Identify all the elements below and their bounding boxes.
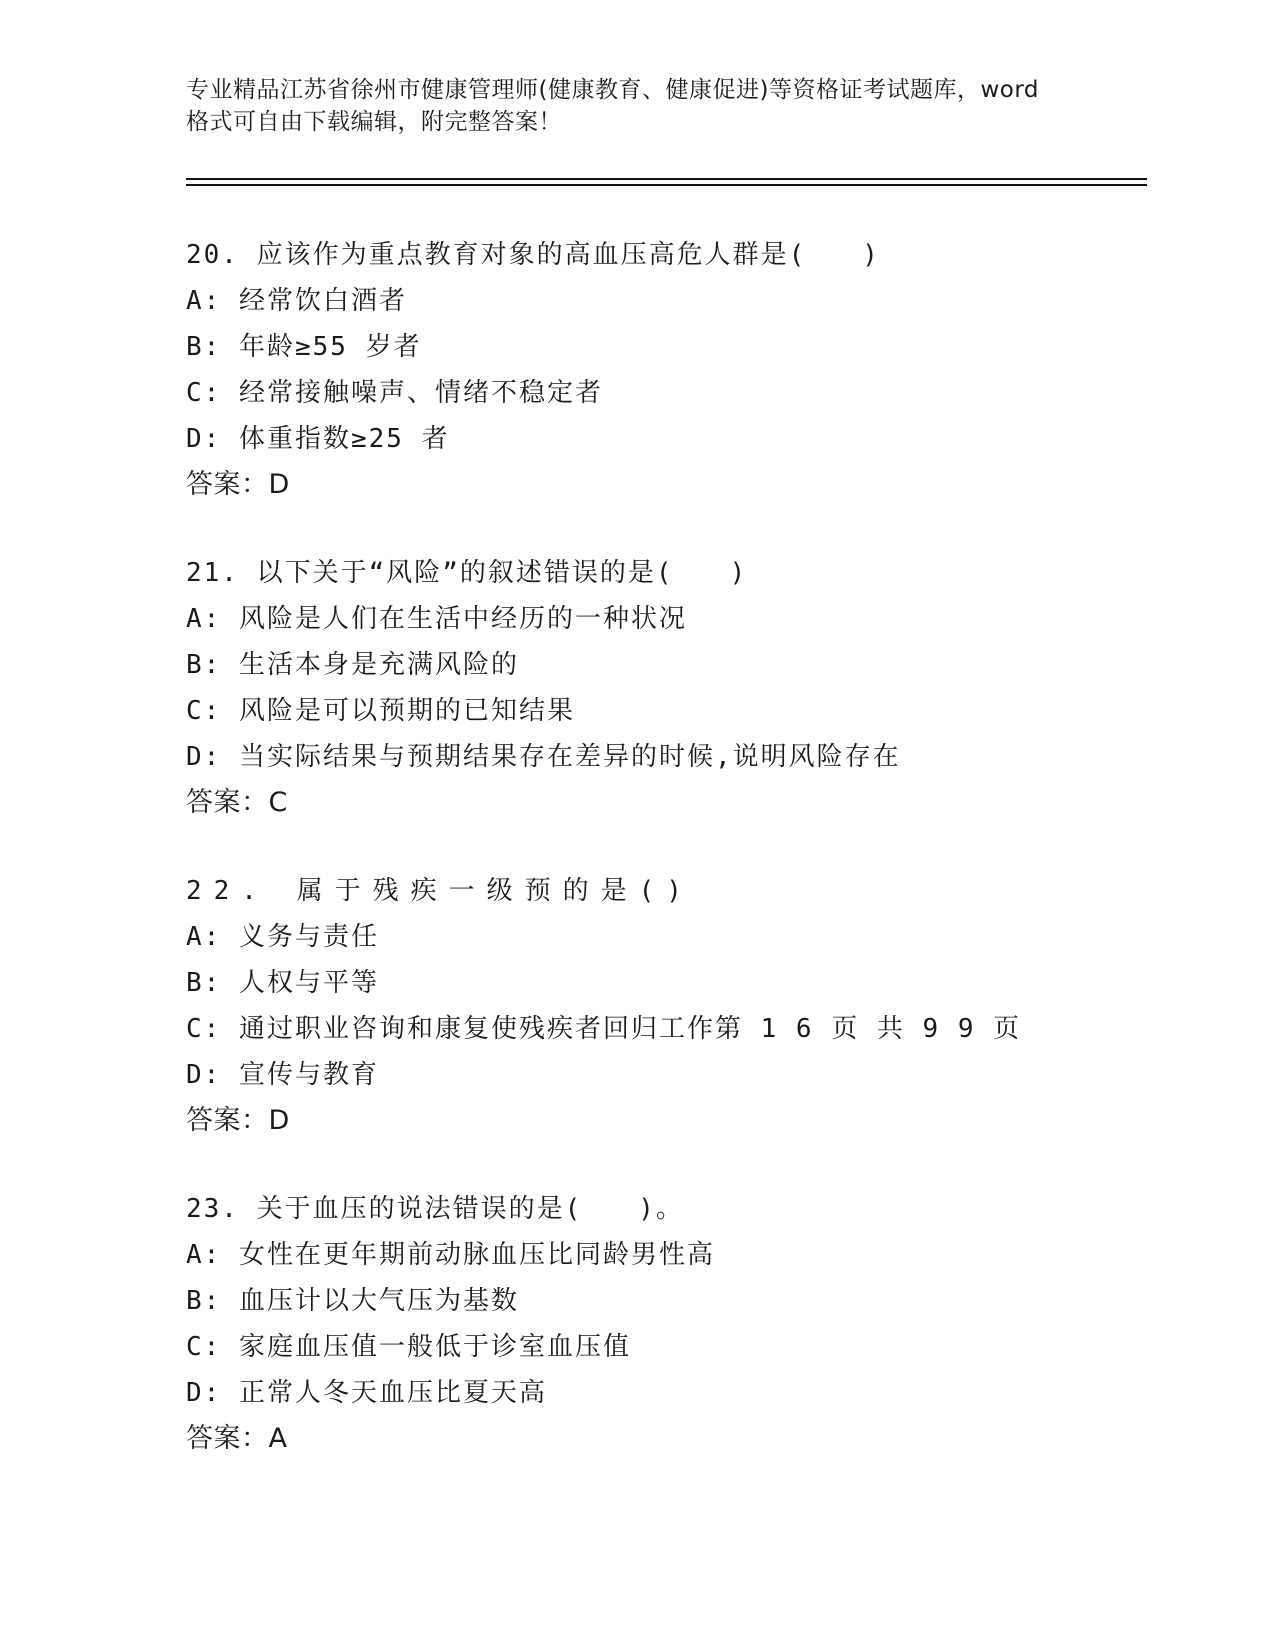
option-c: C: 通过职业咨询和康复使残疾者回归工作第 1 6 页 共 9 9 页: [186, 1014, 1022, 1044]
option-d: D: 体重指数≥25 者: [186, 424, 450, 454]
option-a: A: 义务与责任: [186, 922, 379, 952]
answer: 答案：D: [186, 1105, 290, 1136]
header-line-2: 格式可自由下载编辑，附完整答案！: [186, 109, 562, 135]
option-b: B: 血压计以大气压为基数: [186, 1286, 519, 1316]
question-stem: 22. 属于残疾一级预的是(): [186, 876, 694, 906]
option-d: D: 当实际结果与预期结果存在差异的时候,说明风险存在: [186, 742, 901, 772]
answer: 答案：A: [186, 1423, 288, 1454]
question-stem: 20. 应该作为重点教育对象的高血压高危人群是( ): [186, 240, 880, 270]
question-stem: 21. 以下关于“风险”的叙述错误的是( ): [186, 558, 748, 588]
option-a: A: 风险是人们在生活中经历的一种状况: [186, 604, 687, 634]
option-b: B: 人权与平等: [186, 968, 379, 998]
header-rule-top: [186, 178, 1147, 180]
question-21: [186, 550, 1166, 826]
header-rule-bottom: [186, 184, 1147, 186]
question-20: [186, 232, 1166, 508]
option-a: A: 女性在更年期前动脉血压比同龄男性高: [186, 1240, 715, 1270]
option-a: A: 经常饮白酒者: [186, 286, 407, 316]
option-c: C: 风险是可以预期的已知结果: [186, 696, 575, 726]
question-23: [186, 1186, 1166, 1462]
option-c: C: 经常接触噪声、情绪不稳定者: [186, 378, 603, 408]
document-header: [186, 74, 1086, 138]
option-b: B: 生活本身是充满风险的: [186, 650, 519, 680]
option-b: B: 年龄≥55 岁者: [186, 332, 422, 362]
answer: 答案：D: [186, 469, 290, 500]
header-line-1: 专业精品江苏省徐州市健康管理师(健康教育、健康促进)等资格证考试题库，word: [186, 77, 1039, 103]
answer: 答案：C: [186, 787, 288, 818]
option-d: D: 正常人冬天血压比夏天高: [186, 1378, 547, 1408]
option-d: D: 宣传与教育: [186, 1060, 379, 1090]
question-22: [186, 868, 1166, 1144]
option-c: C: 家庭血压值一般低于诊室血压值: [186, 1332, 631, 1362]
question-stem: 23. 关于血压的说法错误的是( )。: [186, 1194, 684, 1224]
